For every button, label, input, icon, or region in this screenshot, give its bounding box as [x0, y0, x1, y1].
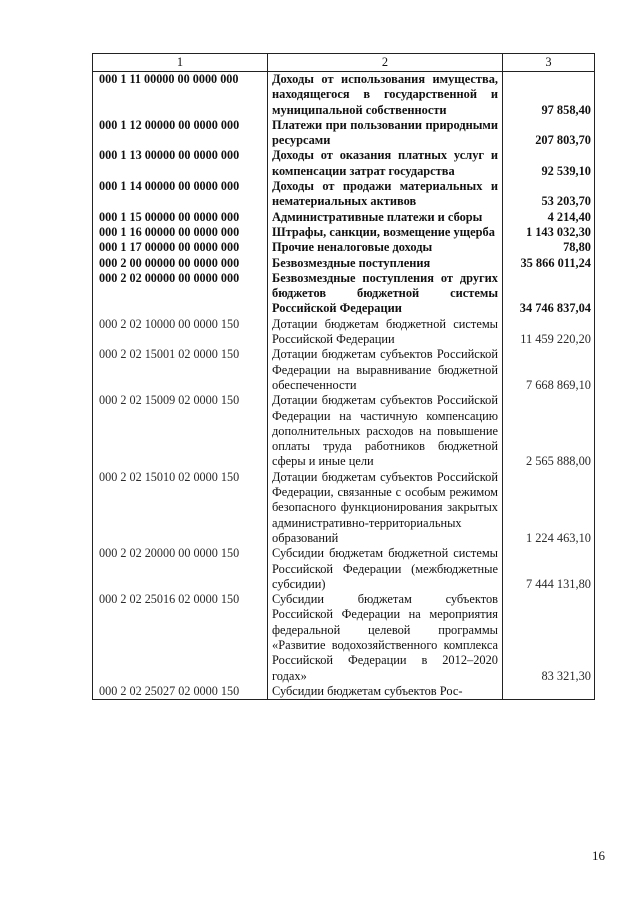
revenue-table: [92, 53, 595, 700]
table-row: [93, 210, 595, 225]
table-row: [93, 470, 595, 546]
amount-cell: 92 539,10: [503, 148, 595, 179]
budget-code-cell: 000 2 02 10000 00 0000 150: [93, 317, 268, 348]
amount-cell: 7 444 131,80: [503, 546, 595, 592]
amount-cell: 2 565 888,00: [503, 393, 595, 469]
budget-code-cell: 000 2 02 20000 00 0000 150: [93, 546, 268, 592]
revenue-name-cell: Дотации бюджетам субъектов Российской Федерации на частичную компенсацию дополнительных расходов на повышение оплаты труда работников бюджетной сферы и иные цели: [268, 393, 503, 469]
revenue-name-cell: Безвозмездные поступления: [268, 256, 503, 271]
table-row: [93, 684, 595, 700]
budget-code-cell: 000 2 02 15009 02 0000 150: [93, 393, 268, 469]
budget-code-cell: 000 1 11 00000 00 0000 000: [93, 72, 268, 118]
revenue-name-cell: Субсидии бюджетам субъектов Российской Федерации на мероприятия федеральной целевой программы «Развитие водохозяйственного комплекса Российской Федерации в 2012–2020 годах»: [268, 592, 503, 684]
budget-code-cell: 000 2 02 25016 02 0000 150: [93, 592, 268, 684]
table-row: [93, 179, 595, 210]
budget-code-cell: 000 2 00 00000 00 0000 000: [93, 256, 268, 271]
budget-code-cell: 000 1 12 00000 00 0000 000: [93, 118, 268, 149]
table-row: [93, 118, 595, 149]
amount-cell: 83 321,30: [503, 592, 595, 684]
amount-cell: 1 224 463,10: [503, 470, 595, 546]
revenue-name-cell: Дотации бюджетам бюджетной системы Российской Федерации: [268, 317, 503, 348]
amount-cell: 7 668 869,10: [503, 347, 595, 393]
table-row: [93, 240, 595, 255]
amount-cell: 53 203,70: [503, 179, 595, 210]
amount-cell: 35 866 011,24: [503, 256, 595, 271]
revenue-name-cell: Доходы от оказания платных услуг и компенсации затрат государства: [268, 148, 503, 179]
budget-code-cell: 000 1 15 00000 00 0000 000: [93, 210, 268, 225]
table-row: [93, 592, 595, 684]
table-row: [93, 317, 595, 348]
table-row: [93, 256, 595, 271]
table-row: [93, 72, 595, 118]
amount-cell: [503, 684, 595, 700]
amount-cell: 11 459 220,20: [503, 317, 595, 348]
revenue-name-cell: Прочие неналоговые доходы: [268, 240, 503, 255]
table-row: [93, 271, 595, 317]
table-row: [93, 393, 595, 469]
revenue-name-cell: Субсидии бюджетам субъектов Рос-: [268, 684, 503, 700]
revenue-name-cell: Платежи при пользовании природными ресурсами: [268, 118, 503, 149]
table-row: [93, 225, 595, 240]
table-row: [93, 148, 595, 179]
budget-code-cell: 000 1 16 00000 00 0000 000: [93, 225, 268, 240]
budget-code-cell: 000 2 02 25027 02 0000 150: [93, 684, 268, 700]
budget-code-cell: 000 1 17 00000 00 0000 000: [93, 240, 268, 255]
revenue-name-cell: Дотации бюджетам субъектов Российской Федерации, связанные с особым режимом безопасного функционирования закрытых административно-территориальных образований: [268, 470, 503, 546]
amount-cell: 1 143 032,30: [503, 225, 595, 240]
column-header-2: 2: [268, 54, 503, 72]
column-header-1: 1: [93, 54, 268, 72]
budget-code-cell: 000 2 02 15010 02 0000 150: [93, 470, 268, 546]
amount-cell: 78,80: [503, 240, 595, 255]
revenue-name-cell: Доходы от продажи материальных и нематериальных активов: [268, 179, 503, 210]
table-body: [93, 72, 595, 700]
revenue-name-cell: Административные платежи и сборы: [268, 210, 503, 225]
amount-cell: 97 858,40: [503, 72, 595, 118]
budget-code-cell: 000 1 14 00000 00 0000 000: [93, 179, 268, 210]
revenue-name-cell: Штрафы, санкции, возмещение ущерба: [268, 225, 503, 240]
amount-cell: 34 746 837,04: [503, 271, 595, 317]
table-header: [93, 54, 595, 72]
column-header-3: 3: [503, 54, 595, 72]
revenue-name-cell: Дотации бюджетам субъектов Российской Федерации на выравнивание бюджетной обеспеченности: [268, 347, 503, 393]
table-row: [93, 347, 595, 393]
amount-cell: 4 214,40: [503, 210, 595, 225]
budget-code-cell: 000 2 02 15001 02 0000 150: [93, 347, 268, 393]
budget-code-cell: 000 1 13 00000 00 0000 000: [93, 148, 268, 179]
page-number: 16: [592, 848, 605, 863]
revenue-name-cell: Субсидии бюджетам бюджетной системы Российской Федерации (межбюджетные субсидии): [268, 546, 503, 592]
revenue-name-cell: Доходы от использования имущества, находящегося в государственной и муниципальной собственности: [268, 72, 503, 118]
revenue-name-cell: Безвозмездные поступления от других бюджетов бюджетной системы Российской Федерации: [268, 271, 503, 317]
budget-code-cell: 000 2 02 00000 00 0000 000: [93, 271, 268, 317]
table-row: [93, 546, 595, 592]
amount-cell: 207 803,70: [503, 118, 595, 149]
